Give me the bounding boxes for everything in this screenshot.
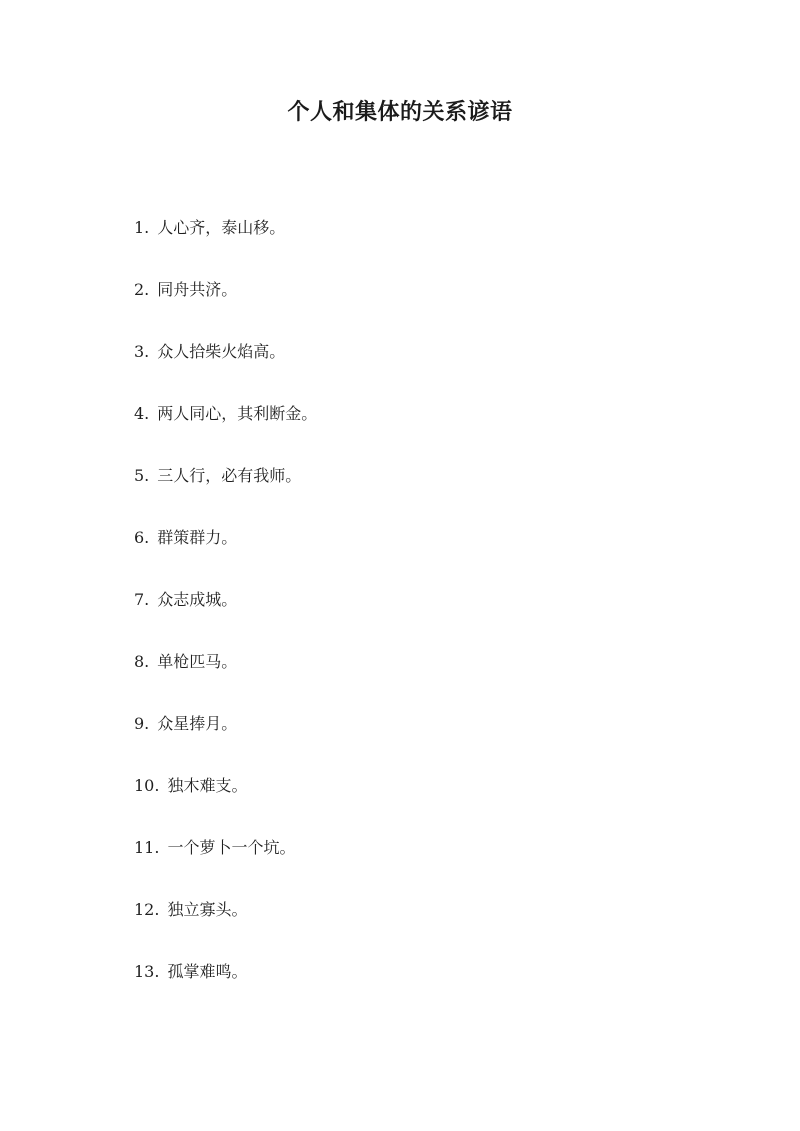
item-number: 3.	[134, 342, 150, 361]
item-text: 孤掌难鸣。	[167, 962, 248, 981]
list-item	[134, 834, 694, 896]
item-number: 4.	[134, 404, 150, 423]
item-number: 12.	[134, 900, 160, 919]
item-text: 两人同心，其利断金。	[157, 404, 318, 423]
item-number: 13.	[134, 962, 160, 981]
list-item	[134, 772, 694, 834]
item-text: 三人行，必有我师。	[157, 466, 302, 485]
item-number: 1.	[134, 218, 150, 237]
item-text: 独木难支。	[167, 776, 248, 795]
list-item	[134, 276, 694, 338]
item-text: 独立寡头。	[167, 900, 248, 919]
item-text: 群策群力。	[157, 528, 238, 547]
list-item	[134, 896, 694, 958]
item-number: 11.	[134, 838, 160, 857]
list-item	[134, 462, 694, 524]
item-text: 众志成城。	[157, 590, 238, 609]
item-text: 同舟共济。	[157, 280, 238, 299]
list-item	[134, 400, 694, 462]
item-number: 9.	[134, 714, 150, 733]
list-item	[134, 648, 694, 710]
item-text: 人心齐，泰山移。	[157, 218, 286, 237]
item-number: 8.	[134, 652, 150, 671]
item-number: 5.	[134, 466, 150, 485]
list-item	[134, 586, 694, 648]
item-number: 7.	[134, 590, 150, 609]
item-number: 6.	[134, 528, 150, 547]
list-item	[134, 338, 694, 400]
item-number: 2.	[134, 280, 150, 299]
item-text: 众人拾柴火焰高。	[157, 342, 286, 361]
item-text: 众星捧月。	[157, 714, 238, 733]
item-text: 一个萝卜一个坑。	[167, 838, 296, 857]
list-item	[134, 524, 694, 586]
page-title: 个人和集体的关系谚语	[287, 99, 513, 125]
proverb-list	[134, 214, 694, 1020]
list-item	[134, 214, 694, 276]
list-item	[134, 958, 694, 1020]
item-number: 10.	[134, 776, 160, 795]
item-text: 单枪匹马。	[157, 652, 238, 671]
list-item	[134, 710, 694, 772]
